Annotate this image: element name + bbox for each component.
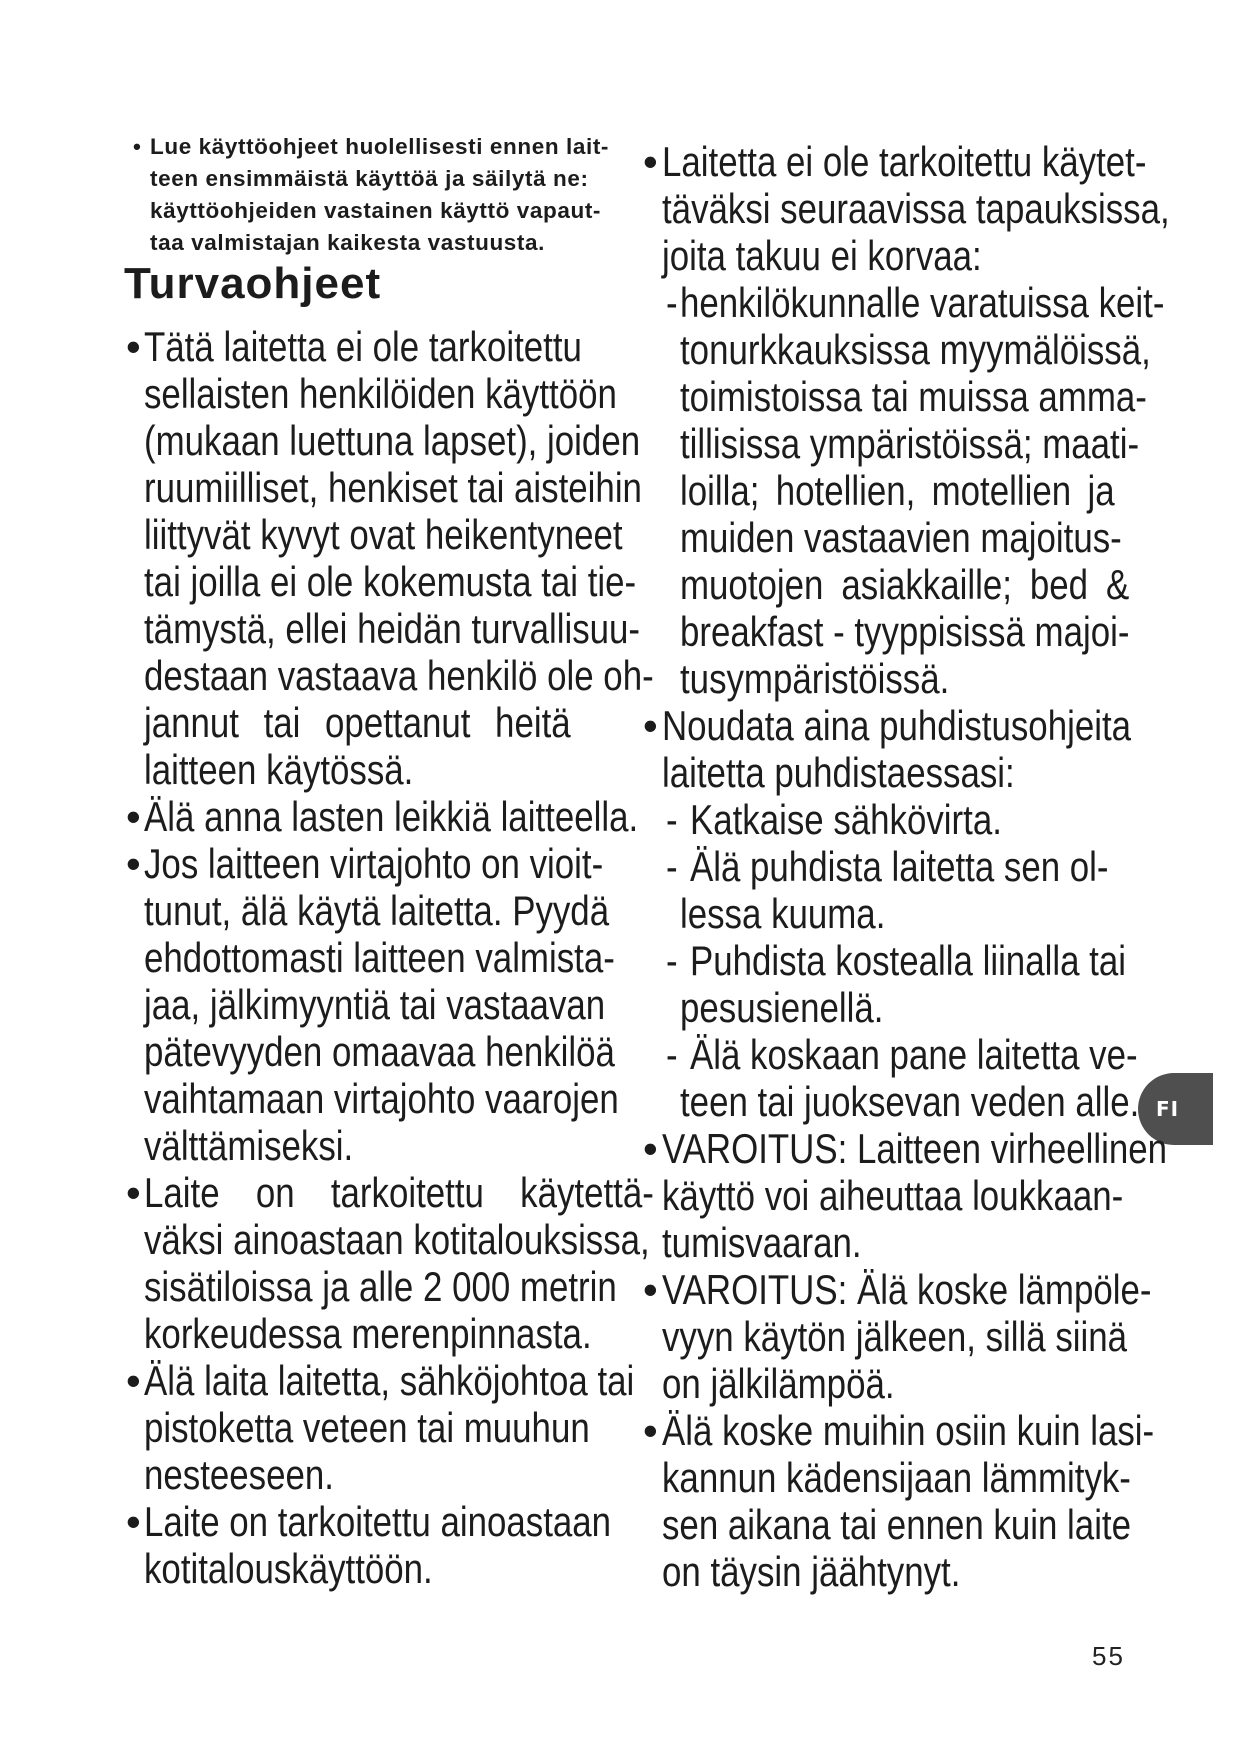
item-line: ehdottomasti laitteen valmista- bbox=[144, 934, 615, 981]
bullet-marker: • bbox=[126, 1357, 141, 1404]
item-line: pistoketta veteen tai muuhun bbox=[144, 1404, 590, 1451]
item-line: Laite on tarkoitettu ainoastaan bbox=[144, 1498, 612, 1545]
dash-marker: - bbox=[666, 843, 678, 890]
sub-item-line: loilla; hotellien, motellien ja bbox=[680, 467, 1115, 514]
item-line: Laite on tarkoitettu käytettä- bbox=[144, 1169, 654, 1216]
bullet-marker: • bbox=[643, 1266, 658, 1313]
sub-item bbox=[666, 1031, 1202, 1125]
sub-item-line: Älä puhdista laitetta sen ol- bbox=[689, 843, 1109, 890]
item-line: tämystä, ellei heidän turvallisuu- bbox=[144, 605, 641, 652]
item-line: sisätiloissa ja alle 2 000 metrin bbox=[144, 1263, 617, 1310]
item-line: kotitalouskäyttöön. bbox=[144, 1545, 433, 1592]
item-line: jaa, jälkimyyntiä tai vastaavan bbox=[144, 981, 606, 1028]
item-line: on täysin jäähtynyt. bbox=[662, 1548, 961, 1595]
sub-item-line: henkilökunnalle varatuissa keit- bbox=[680, 279, 1165, 326]
sub-item bbox=[666, 843, 1202, 937]
item-line: vyyn käytön jälkeen, sillä siinä bbox=[662, 1313, 1128, 1360]
item-line: Älä koske muihin osiin kuin lasi- bbox=[662, 1407, 1155, 1454]
dash-marker: - bbox=[666, 279, 678, 326]
warning-item bbox=[643, 1266, 1202, 1407]
item-line: tunut, älä käytä laitetta. Pyydä bbox=[144, 887, 610, 934]
item-line: kannun kädensijaan lämmityk- bbox=[662, 1454, 1131, 1501]
bullet-marker: • bbox=[133, 134, 141, 159]
bullet-marker: • bbox=[643, 702, 658, 749]
item-line: ruumiilliset, henkiset tai aisteihin bbox=[144, 464, 642, 511]
item-line: laitteen käytössä. bbox=[144, 746, 414, 793]
item-line: Älä laita laitetta, sähköjohtoa tai bbox=[144, 1357, 635, 1404]
item-line: Jos laitteen virtajohto on vioit- bbox=[144, 840, 604, 887]
intro-note bbox=[133, 131, 630, 259]
bullet-marker: • bbox=[126, 1169, 141, 1216]
section-heading: Turvaohjeet bbox=[124, 259, 382, 308]
item-line: vaihtamaan virtajohto vaarojen bbox=[144, 1075, 619, 1122]
sub-item-line: toimistoissa tai muissa amma- bbox=[680, 373, 1147, 420]
sub-item-line: tonurkkauksissa myymälöissä, bbox=[680, 326, 1151, 373]
item-line: Älä anna lasten leikkiä laitteella. bbox=[144, 793, 639, 840]
sub-item-line: tillisissa ympäristöissä; maati- bbox=[680, 420, 1140, 467]
safety-item bbox=[643, 1407, 1202, 1595]
right-column bbox=[643, 138, 1202, 1595]
item-line: joita takuu ei korvaa: bbox=[662, 232, 982, 279]
item-line: välttämiseksi. bbox=[144, 1122, 354, 1169]
item-line: Noudata aina puhdistusohjeita bbox=[662, 702, 1132, 749]
bullet-marker: • bbox=[643, 138, 658, 185]
intro-line: taa valmistajan kaikesta vastuusta. bbox=[150, 230, 545, 255]
safety-item bbox=[126, 1498, 644, 1592]
bullet-marker: • bbox=[126, 840, 141, 887]
item-line: destaan vastaava henkilö ole oh- bbox=[144, 652, 654, 699]
safety-item bbox=[126, 323, 654, 793]
item-line: käyttö voi aiheuttaa loukkaan- bbox=[662, 1172, 1124, 1219]
item-line: (mukaan luettuna lapset), joiden bbox=[144, 417, 641, 464]
sub-item-line: Katkaise sähkövirta. bbox=[689, 796, 1002, 843]
item-line: sellaisten henkilöiden käyttöön bbox=[144, 370, 617, 417]
sub-item-line: muotojen asiakkaille; bed & bbox=[680, 561, 1130, 608]
warning-item bbox=[643, 1125, 1202, 1266]
sub-item bbox=[666, 937, 1202, 1031]
item-line: nesteeseen. bbox=[144, 1451, 334, 1498]
safety-item bbox=[643, 138, 1202, 702]
safety-item bbox=[126, 1169, 654, 1357]
item-line: korkeudessa merenpinnasta. bbox=[144, 1310, 592, 1357]
sub-item-line: Älä koskaan pane laitetta ve- bbox=[689, 1031, 1138, 1078]
intro-line: teen ensimmäistä käyttöä ja säilytä ne: bbox=[150, 166, 589, 191]
language-tab-label: FI bbox=[1156, 1097, 1180, 1121]
sub-item-line: teen tai juoksevan veden alle. bbox=[680, 1078, 1140, 1125]
bullet-marker: • bbox=[126, 793, 141, 840]
item-line: tumisvaaran. bbox=[662, 1219, 862, 1266]
sub-item bbox=[666, 796, 1202, 843]
left-column bbox=[126, 323, 654, 1592]
item-line: laitetta puhdistaessasi: bbox=[662, 749, 1015, 796]
dash-marker: - bbox=[666, 796, 678, 843]
bullet-marker: • bbox=[643, 1125, 658, 1172]
dash-marker: - bbox=[666, 1031, 678, 1078]
safety-item bbox=[126, 793, 644, 840]
dash-marker: - bbox=[666, 937, 678, 984]
bullet-marker: • bbox=[126, 323, 141, 370]
sub-item bbox=[666, 279, 1202, 702]
sub-item-line: pesusienellä. bbox=[680, 984, 884, 1031]
item-line: sen aikana tai ennen kuin laite bbox=[662, 1501, 1132, 1548]
item-line: VAROITUS: Laitteen virheellinen bbox=[662, 1125, 1168, 1172]
sub-item-line: breakfast - tyyppisissä majoi- bbox=[680, 608, 1130, 655]
bullet-marker: • bbox=[643, 1407, 658, 1454]
item-line: jannut tai opettanut heitä bbox=[144, 699, 571, 746]
item-line: tai joilla ei ole kokemusta tai tie- bbox=[144, 558, 637, 605]
item-line: Laitetta ei ole tarkoitettu käytet- bbox=[662, 138, 1147, 185]
bullet-marker: • bbox=[126, 1498, 141, 1545]
safety-item bbox=[643, 702, 1202, 1125]
page-number: 55 bbox=[1092, 1641, 1125, 1671]
item-line: täväksi seuraavissa tapauksissa, bbox=[662, 185, 1170, 232]
safety-item bbox=[126, 840, 644, 1169]
sub-item-line: muiden vastaavien majoitus- bbox=[680, 514, 1122, 561]
safety-item bbox=[126, 1357, 644, 1498]
intro-line: Lue käyttöohjeet huolellisesti ennen lait- bbox=[150, 134, 610, 159]
item-line: on jälkilämpöä. bbox=[662, 1360, 895, 1407]
item-line: Tätä laitetta ei ole tarkoitettu bbox=[144, 323, 582, 370]
intro-line: käyttöohjeiden vastainen käyttö vapaut- bbox=[150, 198, 602, 223]
item-line: pätevyyden omaavaa henkilöä bbox=[144, 1028, 615, 1075]
item-line: VAROITUS: Älä koske lämpöle- bbox=[662, 1266, 1152, 1313]
sub-item-line: Puhdista kostealla liinalla tai bbox=[689, 937, 1126, 984]
sub-item-line: lessa kuuma. bbox=[680, 890, 886, 937]
item-line: liittyvät kyvyt ovat heikentyneet bbox=[144, 511, 623, 558]
item-line: väksi ainoastaan kotitalouksissa, bbox=[144, 1216, 650, 1263]
sub-item-line: tusympäristöissä. bbox=[680, 655, 950, 702]
